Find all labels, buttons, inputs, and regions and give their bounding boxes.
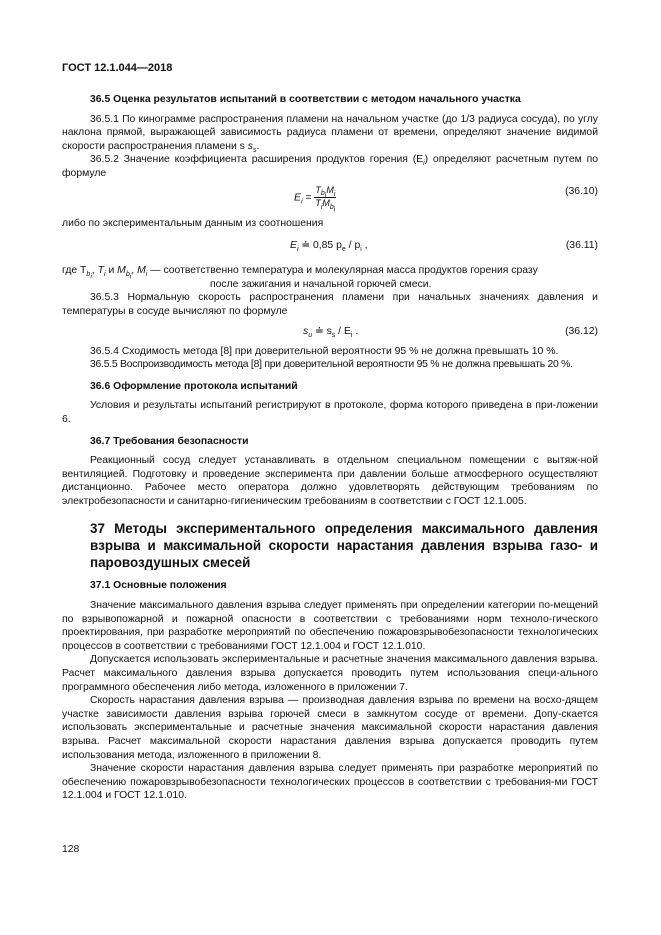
formula-36-11: $E_i$ ≐ 0,85 $p_e / p_i$ , (36.11): [290, 240, 598, 254]
section-36-6-heading: 36.6 Оформление протокола испытаний: [90, 380, 298, 392]
formula-number-36-12: (36.12): [565, 325, 598, 337]
document-header: ГОСТ 12.1.044—2018: [62, 62, 173, 74]
where-clause-continued: после зажигания и начальной горючей смеси.: [210, 278, 432, 290]
paragraph-36-7: Реакционный сосуд следует устанавливать в отдельном специальном помещении с вытяж-ной вентиляцией. Подготовку и проведение эксперимента при давлении больше атмосферного осуществляют дистанционно. Рабочее место оператора должно удовлетворять действующим требованиям по электробезопасности и санитарно-гигиеническим требованиям в соответствии с ГОСТ 12.1.005.: [62, 455, 598, 507]
paragraph-36-5-2: 36.5.2 Значение коэффициента расширения продуктов горения $(E_i)$ определяют расчетным путем по формуле: [62, 154, 598, 179]
formula-number-36-10: (36.10): [565, 185, 598, 197]
formula-number-36-11: (36.11): [565, 240, 598, 252]
paragraph-37-1-a: Значение максимального давления взрыва следует применять при определении категории по-мещений по взрывопожарной и пожарной опасности в соответствии с требованиями норм техноло-гического проектирования, при разработке мероприятий по обеспечению пожаровзрывобезопасности технологических процессов в соответствии с требованиями ГОСТ 12.1.004 и ГОСТ 12.1.010.: [62, 600, 598, 652]
section-37-heading: 37 Методы экспериментального определения максимального давления взрыва и максимальной скорости нарастания давления взрыва газо- и паровоздушных смесей: [90, 521, 598, 571]
section-37-1-heading: 37.1 Основные положения: [90, 580, 227, 592]
paragraph-36-5-3: 36.5.3 Нормальную скорость распространения пламени при начальных значениях давления и температуры в сосуде вычисляют по формуле: [62, 292, 598, 317]
formula-36-12: $s_u$ ≐ $s_s / E_i$ . (36.12): [303, 325, 598, 339]
paragraph-experimental: либо по экспериментальным данным из соотношения: [62, 217, 324, 229]
page-number: 128: [62, 844, 80, 855]
paragraph-37-1-d: Значение скорости нарастания давления взрыва следует применять при разработке мероприятий по обеспечению пожаровзрывобезопасности технологических процессов в соответствии с требования-ми ГОСТ 12.1.004 и ГОСТ 12.1.010.: [62, 763, 598, 802]
paragraph-36-5-4: 36.5.4 Сходимость метода [8] при доверительной вероятности 95 % не должна превышать 10 %.: [90, 345, 559, 357]
page-content: [62, 93, 598, 803]
section-36-7-heading: 36.7 Требования безопасности: [90, 435, 249, 447]
where-clause: где $T_{b_i}$, $T_i$ и $M_{b_i}$, $M_i$ — соответственно температура и молекулярная масса продуктов горения сразу: [62, 265, 538, 281]
paragraph-37-1-b: Допускается использовать экспериментальные и расчетные значения максимального давления взрыва. Расчет максимального давления взрыва допускается проводить путем использования специ-ального программного обеспечения либо метода, изложенного в приложении 7.: [62, 654, 598, 693]
formula-36-10: $E_i$ = $\frac{T_{b_i}M_i}{T_iM_{b_i}}$ (36.10): [294, 184, 598, 213]
paragraph-36-5-1: 36.5.1 По кинограмме распространения пламени на начальном участке (до 1/3 радиуса сосуда), по углу наклона прямой, выражающей зависимость радиуса пламени от времени, определяют значение видимой скорости распространения пламени s $s_s$.: [62, 113, 598, 154]
section-36-5-heading: 36.5 Оценка результатов испытаний в соответствии с методом начального участка: [90, 94, 521, 105]
paragraph-36-5-5: 36.5.5 Воспроизводимость метода [8] при доверительной вероятности 95 % не должна превышать 20 %.: [90, 359, 573, 371]
paragraph-36-6: Условия и результаты испытаний регистрируют в протоколе, форма которого приведена в при-ложении 6.: [62, 400, 598, 425]
paragraph-37-1-c: Скорость нарастания давления взрыва — производная давления взрыва по времени на восхо-дящем участке зависимости давления взрыва горючей смеси в замкнутом сосуде от времени. Допу-скается использовать экспериментальные и расчетные значения максимальной скорости нарастания давления взрыва. Расчет максимальной скорости нарастания давления взрыва допускается проводить путем использования метода, изложенного в приложении 8.: [62, 695, 598, 761]
